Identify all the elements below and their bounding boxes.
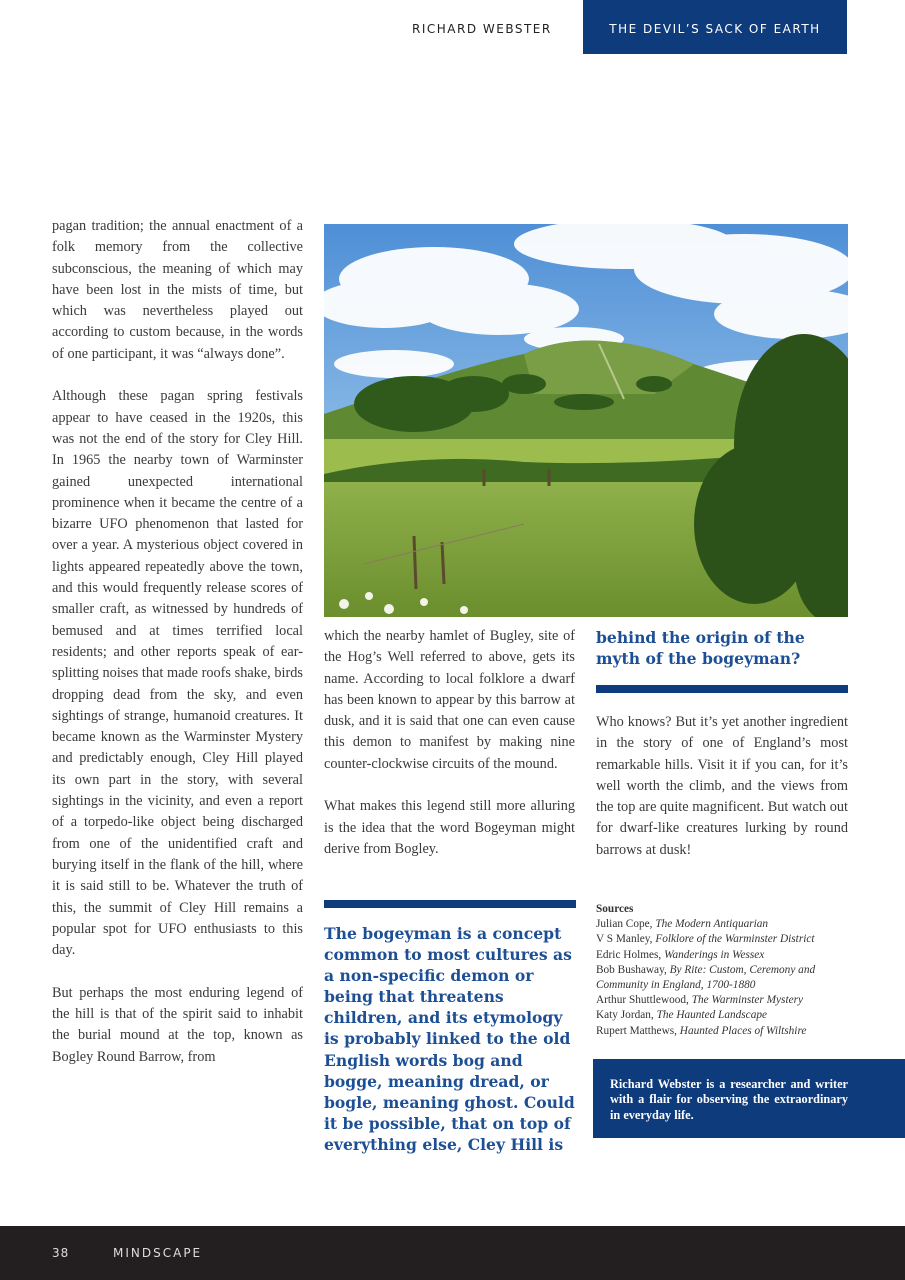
pull-quote: The bogeyman is a concept common to most cultures as a non-specific demon or being that threatens children, and its etymology is probably linked to the old English words bog and bogge, meaning dread, or bogle, meaning ghost. Could it be possible, that on top of everything else, Cley Hill is <box>324 924 575 1154</box>
source-item: Arthur Shuttlewood, The Warminster Mystery <box>596 994 804 1007</box>
paragraph: Although these pagan spring festivals appear to have ceased in the 1920s, this was not the end of the story for Cley Hill. In 1965 the nearby town of Warminster gained unexpected international prominence when it became the centre of a bizarre UFO phenomenon that lasted for over a year. A mysterious object covered in lights appeared repeatedly above the town, and this would frequently release scores of smaller craft, as witnessed by hundreds of bemused and at times terrified local residents; and other reports speak of ear-splitting noises that made roofs shake, birds dropping dead from the sky, and even sightings of strange, humanoid creatures. It became known as the Warminster Mystery and predictably enough, Cley Hill played its own part in the story, with several sightings in the vicinity, and even a report of a torpedo-like object being discharged from one of the unidentified craft and burying itself in the flank of the hill, where it is said still to be. Whatever the truth of this, the summit of Cley Hill remains a popular spot for UFO enthusiasts to this day. <box>52 388 303 959</box>
magazine-name: MINDSCAPE <box>113 1246 203 1260</box>
page-number: 38 <box>52 1246 70 1260</box>
paragraph: But perhaps the most enduring legend of the hill is that of the spirit said to inhabit the burial mound at the top, known as Bogley Round Barrow, from <box>52 984 303 1065</box>
pull-quote-rule-top <box>324 900 576 908</box>
sources-list <box>596 902 848 1039</box>
source-item: Katy Jordan, The Haunted Landscape <box>596 1009 768 1022</box>
paragraph: which the nearby hamlet of Bugley, site of the Hog’s Well referred to above, gets its name. According to local folklore a dwarf has been known to appear by this barrow at dusk, and it is said that one can even cause this demon to manifest by making nine counter-clockwise circuits of the mound. <box>324 628 575 772</box>
source-item: V S Manley, Folklore of the Warminster District <box>596 933 815 946</box>
source-item: Rupert Matthews, Haunted Places of Wiltshire <box>596 1024 807 1037</box>
cley-hill-photo <box>324 224 848 617</box>
source-item: Julian Cope, The Modern Antiquarian <box>596 918 769 931</box>
column-2 <box>324 626 575 882</box>
paragraph: What makes this legend still more alluring is the idea that the word Bogeyman might derive from Bogley. <box>324 798 575 857</box>
column-3 <box>596 712 848 882</box>
paragraph: Who knows? But it’s yet another ingredient in the story of one of England’s most remarkable hills. Visit it if you can, for it’s well worth the climb, and the views from the top are quite magnificent. But watch out for dwarf-like creatures lurking by round barrows at dusk! <box>596 714 848 858</box>
column-1 <box>52 216 303 1089</box>
pull-quote-continued: behind the origin of the myth of the bogeyman? <box>596 628 805 669</box>
page-footer <box>0 1226 905 1280</box>
pull-quote-rule-bottom <box>596 685 848 693</box>
author-bio: Richard Webster is a researcher and writer with a flair for observing the extraordinary in everyday life. <box>593 1059 905 1138</box>
source-item: Edric Holmes, Wanderings in Wessex <box>596 948 765 961</box>
header-author: RICHARD WEBSTER <box>412 22 552 36</box>
source-item: Bob Bushaway, By Rite: Custom, Ceremony and Community in England, 1700-1880 <box>596 963 816 992</box>
paragraph: pagan tradition; the annual enactment of a folk memory from the collective subconscious, the meaning of which may have been lost in the mists of time, but which was nevertheless played out according to custom because, in the words of one participant, it was “always done”. <box>52 218 303 362</box>
header-article-title: THE DEVIL’S SACK OF EARTH <box>583 0 847 54</box>
sources-heading: Sources <box>596 903 634 915</box>
